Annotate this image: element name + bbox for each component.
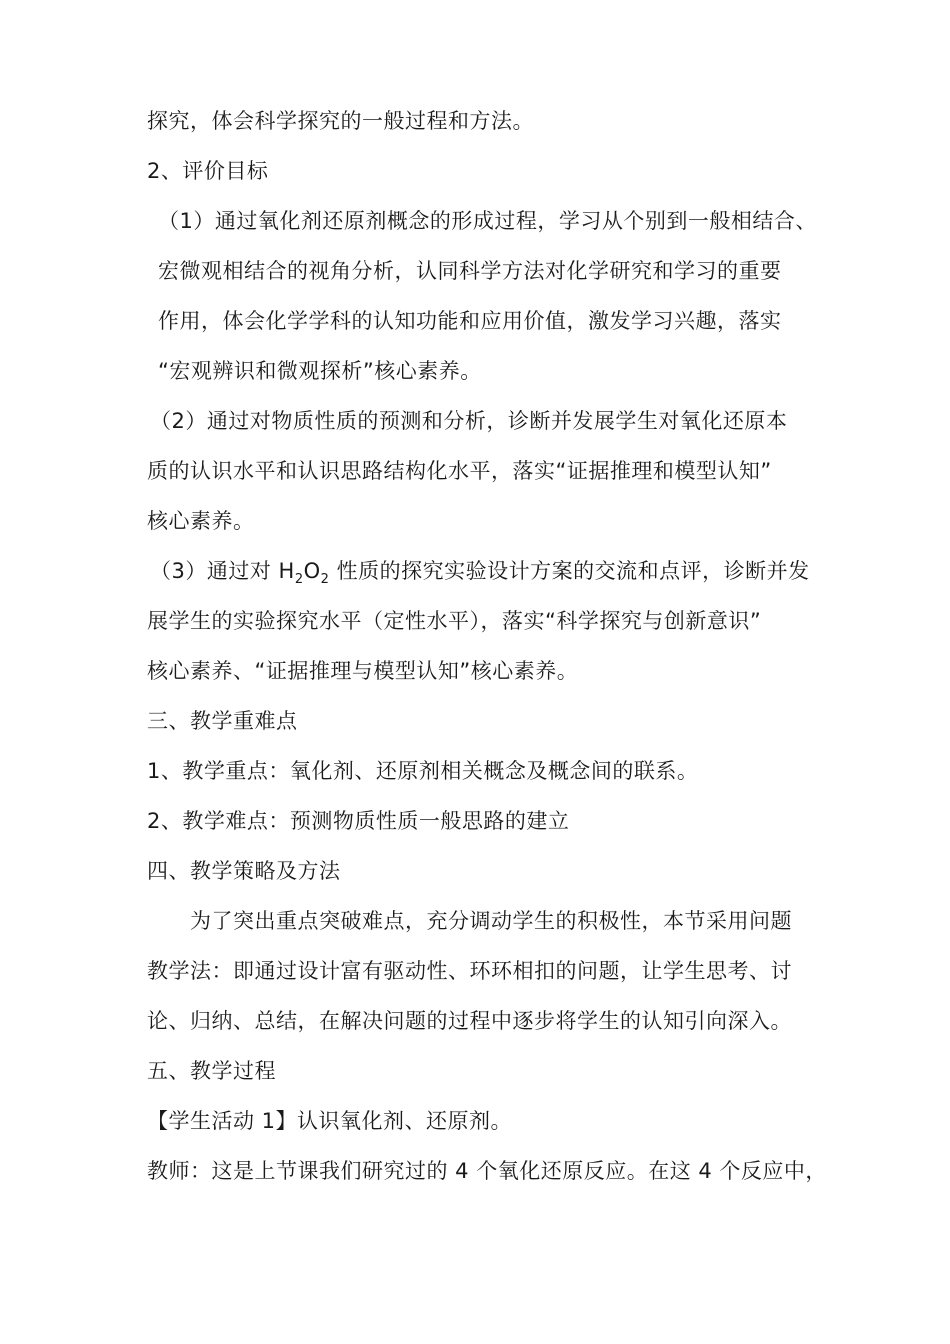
text-line: 2、教学难点：预测物质性质一般思路的建立: [147, 809, 570, 833]
text-line: 1、教学重点：氧化剂、还原剂相关概念及概念间的联系。: [147, 759, 699, 783]
formula-line-before: （3）通过对: [150, 559, 279, 583]
formula-subscript-2: 2: [320, 572, 330, 587]
section-heading: 2、评价目标: [147, 159, 269, 183]
text-line: 宏微观相结合的视角分析，认同科学方法对化学研究和学习的重要: [158, 259, 782, 283]
text-line: 作用，体会化学学科的认知功能和应用价值，激发学习兴趣，落实: [158, 309, 782, 333]
section-heading: 五、教学过程: [147, 1059, 276, 1083]
text-line: “宏观辨识和微观探析”核心素养。: [158, 359, 482, 383]
text-line: 教师：这是上节课我们研究过的 4 个氧化还原反应。在这 4 个反应中，: [147, 1159, 827, 1183]
section-heading: 四、教学策略及方法: [147, 859, 341, 883]
text-line: 核心素养、“证据推理与模型认知”核心素养。: [147, 659, 579, 683]
text-line: 核心素养。: [147, 509, 255, 533]
formula-line-after: 性质的探究实验设计方案的交流和点评，诊断并发: [329, 559, 810, 583]
text-line: 论、归纳、总结，在解决问题的过程中逐步将学生的认知引向深入。: [147, 1009, 792, 1033]
text-line: 教学法：即通过设计富有驱动性、环环相扣的问题，让学生思考、讨: [147, 959, 792, 983]
text-line: 探究，体会科学探究的一般过程和方法。: [147, 109, 534, 133]
text-line: 展学生的实验探究水平（定性水平），落实“科学探究与创新意识”: [147, 609, 762, 633]
section-heading: 三、教学重难点: [147, 709, 298, 733]
formula-o: O: [303, 559, 321, 583]
text-line: 【学生活动 1】认识氧化剂、还原剂。: [147, 1109, 513, 1133]
text-line: 质的认识水平和认识思路结构化水平，落实“证据推理和模型认知”: [147, 459, 772, 483]
formula-text-line: [150, 557, 810, 585]
text-line: 为了突出重点突破难点，充分调动学生的积极性，本节采用问题: [190, 909, 792, 933]
formula-h: H: [278, 559, 295, 583]
formula-subscript-1: 2: [294, 572, 304, 587]
text-line: （1）通过氧化剂还原剂概念的形成过程，学习从个别到一般相结合、: [158, 209, 817, 233]
text-line: （2）通过对物质性质的预测和分析，诊断并发展学生对氧化还原本: [150, 409, 788, 433]
